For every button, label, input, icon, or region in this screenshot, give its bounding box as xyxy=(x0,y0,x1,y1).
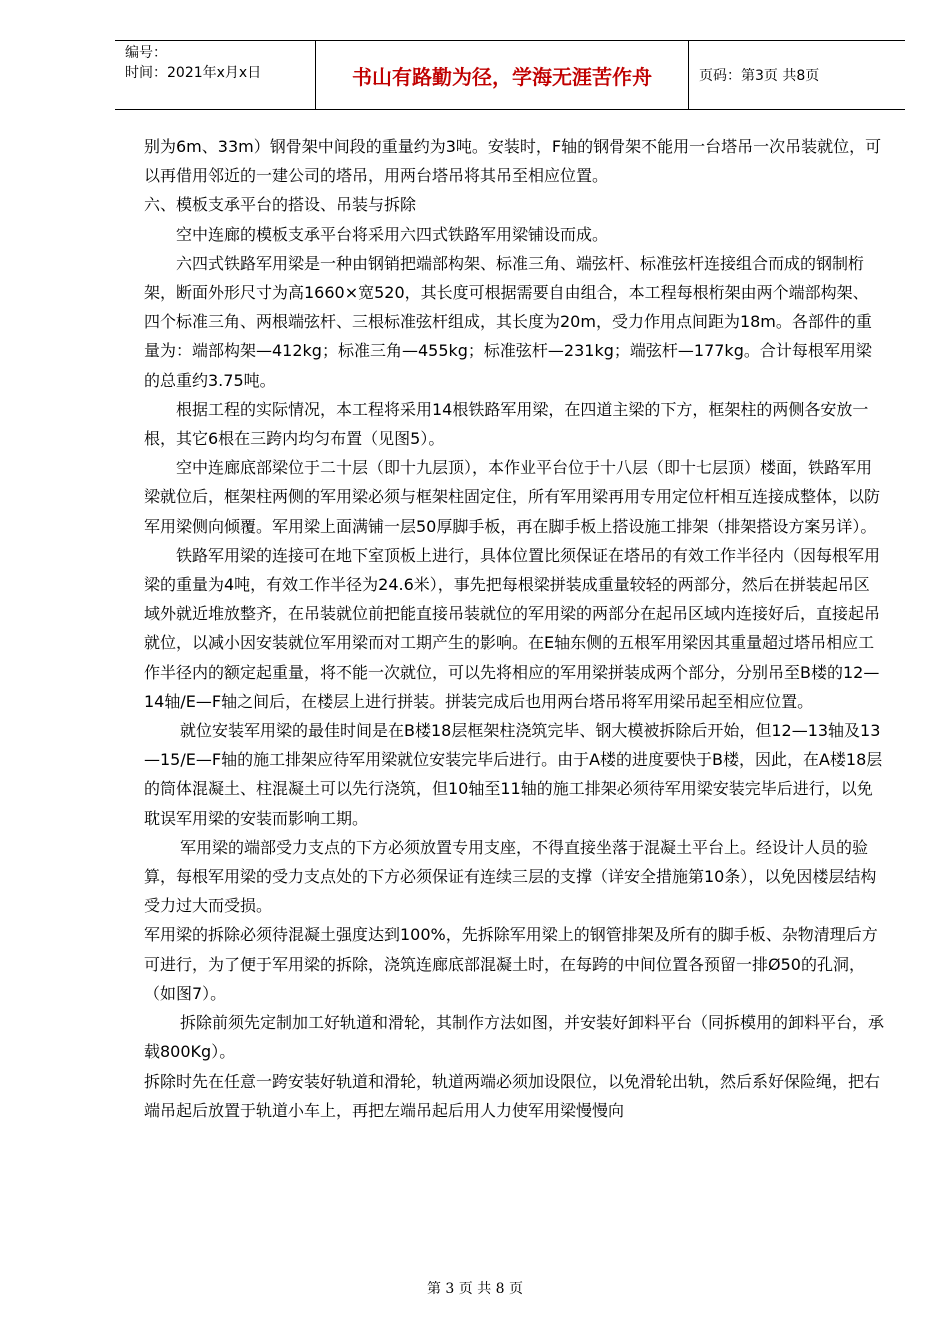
page-footer: 第 3 页 共 8 页 xyxy=(426,1281,524,1297)
body-paragraph: 空中连廊的模板支承平台将采用六四式铁路军用梁铺设而成。 xyxy=(176,224,609,244)
body-paragraph: 拆除时先在任意一跨安装好轨道和滑轮，轨道两端必须加设限位，以免滑轮出轨，然后系好保险绳，把右端吊起后放置于轨道小车上，再把左端吊起后用人力使军用梁慢慢向 xyxy=(144,1071,881,1120)
body-paragraph: 空中连廊底部梁位于二十层（即十九层顶），本作业平台位于十八层（即十七层顶）楼面，铁路军用梁就位后，框架柱两侧的军用梁必须与框架柱固定住，所有军用梁再用专用定位杆相互连接成整体，以防军用梁侧向倾覆。军用梁上面满铺一层50厚脚手板，再在脚手板上搭设施工排架（排架搭设方案另详）。 xyxy=(144,458,881,536)
header-page-info: 页码：第3页 共8页 xyxy=(699,68,820,84)
body-paragraph: 军用梁的端部受力支点的下方必须放置专用支座，不得直接坐落于混凝土平台上。经设计人员的验算，每根军用梁的受力支点处的下方必须保证有连续三层的支撑（详安全措施第10条），以免因楼层结构受力过大而受损。 xyxy=(144,837,877,916)
body-paragraph: 根据工程的实际情况，本工程将采用14根铁路军用梁，在四道主梁的下方，框架柱的两侧各安放一根，其它6根在三跨内均匀布置（见图5）。 xyxy=(144,399,869,449)
section-heading: 六、模板支承平台的搭设、吊装与拆除 xyxy=(144,195,417,215)
header-motto: 书山有路勤为径，学海无涯苦作舟 xyxy=(315,41,689,109)
body-paragraph: 拆除前须先定制加工好轨道和滑轮，其制作方法如图，并安装好卸料平台（同拆模用的卸料平台，承载800Kg）。 xyxy=(144,1013,885,1062)
body-paragraph: 铁路军用梁的连接可在地下室顶板上进行，具体位置比须保证在塔吊的有效工作半径内（因每根军用梁的重量为4吨，有效工作半径为24.6米），事先把每根梁拼装成重量较轻的两部分，然后在拼装起吊区域外就近堆放整齐，在吊装就位前把能直接吊装就位的军用梁的两部分在起吊区域内连接好后，直接起吊就位，以减小因安装就位军用梁而对工期产生的影响。在E轴东侧的五根军用梁因其重量超过塔吊相应工作半径内的额定起重量，将不能一次就位，可以先将相应的军用梁拼装成两个部分，分别吊至B楼的12—14轴/E—F轴之间后，在楼层上进行拼装。拼装完成后也用两台塔吊将军用梁吊起至相应位置。 xyxy=(144,545,881,711)
header-meta xyxy=(125,43,261,83)
number-label: 编号： xyxy=(125,45,167,61)
body-paragraph: 军用梁的拆除必须待混凝土强度达到100%，先拆除军用梁上的钢管排架及所有的脚手板、杂物清理后方可进行，为了便于军用梁的拆除，浇筑连廊底部混凝土时，在每跨的中间位置各预留一排Ø50的孔洞，（如图7）。 xyxy=(144,925,878,1003)
document-body xyxy=(144,132,884,1125)
page-header xyxy=(115,40,905,110)
body-paragraph: 六四式铁路军用梁是一种由钢销把端部构架、标准三角、端弦杆、标准弦杆连接组合而成的钢制桁架，断面外形尺寸为高1660×宽520，其长度可根据需要自由组合，本工程每根桁架由两个端部构架、四个标准三角、两根端弦杆、三根标准弦杆组成，其长度为20m，受力作用点间距为18m。各部件的重量为：端部构架—412kg；标准三角—455kg；标准弦杆—231kg；端弦杆—177kg。合计每根军用梁的总重约3.75吨。 xyxy=(144,253,872,390)
body-paragraph: 就位安装军用梁的最佳时间是在B楼18层框架柱浇筑完毕、钢大模被拆除后开始，但12—13轴及13—15/E—F轴的施工排架应待军用梁就位安装完毕后进行。由于A楼的进度要快于B楼，因此，在A楼18层的筒体混凝土、柱混凝土可以先行浇筑，但10轴至11轴的施工排架必须待军用梁安装完毕后进行，以免耽误军用梁的安装而影响工期。 xyxy=(144,721,883,828)
body-paragraph: 别为6m、33m）钢骨架中间段的重量约为3吨。安装时，F轴的钢骨架不能用一台塔吊一次吊装就位，可以再借用邻近的一建公司的塔吊，用两台塔吊将其吊至相应位置。 xyxy=(144,137,882,186)
time-label: 时间：2021年x月x日 xyxy=(125,65,262,81)
